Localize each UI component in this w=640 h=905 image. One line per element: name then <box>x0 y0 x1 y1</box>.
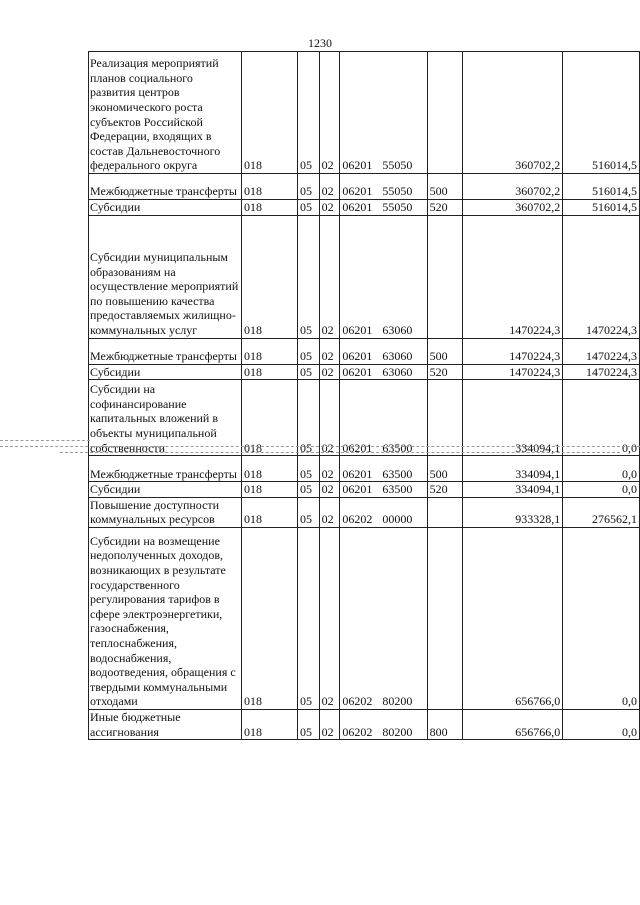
subsection-code: 02 <box>319 52 340 174</box>
ministry-code: 018 <box>241 200 297 216</box>
expense-type-code <box>427 527 462 709</box>
table-row <box>89 497 640 527</box>
program-code-part: 06201 <box>342 482 373 497</box>
amount-year-2: 0,0 <box>563 482 640 498</box>
program-code <box>340 527 427 709</box>
subsection-code: 02 <box>319 527 340 709</box>
section-code: 05 <box>297 380 319 456</box>
program-code <box>340 709 427 739</box>
direction-code-part: 80200 <box>382 724 413 739</box>
program-code-part: 06201 <box>342 200 373 214</box>
ministry-code: 018 <box>241 52 297 174</box>
ministry-code: 018 <box>241 709 297 739</box>
scan-artifact-line <box>0 446 640 448</box>
table-row <box>89 482 640 498</box>
direction-code-part: 63500 <box>382 466 413 481</box>
row-name: Субсидии на возмещение недополученных доходов, возникающих в результате государственного регулирования тарифов в сфере электроэнергетики, газоснабжения, теплоснабжения, водоснабжения, водоотведения, обращения с твердыми коммунальными отходами <box>89 527 242 709</box>
expense-type-code: 500 <box>427 338 462 364</box>
amount-year-1: 1470224,3 <box>462 364 562 380</box>
subsection-code: 02 <box>319 482 340 498</box>
program-code-part: 06201 <box>342 184 373 199</box>
ministry-code: 018 <box>241 497 297 527</box>
program-code-part: 06202 <box>342 694 373 709</box>
expense-type-code: 520 <box>427 364 462 380</box>
section-code: 05 <box>297 338 319 364</box>
row-name: Межбюджетные трансферты <box>89 338 242 364</box>
section-code: 05 <box>297 52 319 174</box>
row-name: Реализация мероприятий планов социального развития центров экономического роста субъектов Российской Федерации, входящих в состав Дальневосточного федерального округа <box>89 52 242 174</box>
amount-year-1: 334094,1 <box>462 482 562 498</box>
table-row <box>89 174 640 200</box>
amount-year-2: 0,0 <box>563 527 640 709</box>
program-code <box>340 174 427 200</box>
program-code <box>340 364 427 380</box>
program-code-part: 06202 <box>342 512 373 527</box>
section-code: 05 <box>297 456 319 482</box>
direction-code-part: 63060 <box>382 364 413 379</box>
section-code: 05 <box>297 364 319 380</box>
ministry-code: 018 <box>241 364 297 380</box>
subsection-code: 02 <box>319 380 340 456</box>
direction-code-part: 63500 <box>382 440 413 455</box>
direction-code-part: 63500 <box>382 482 413 497</box>
table-row <box>89 380 640 456</box>
program-code <box>340 497 427 527</box>
ministry-code: 018 <box>241 527 297 709</box>
row-name: Межбюджетные трансферты <box>89 456 242 482</box>
subsection-code: 02 <box>319 215 340 338</box>
row-name: Субсидии <box>89 200 242 216</box>
amount-year-2: 1470224,3 <box>563 364 640 380</box>
program-code <box>340 380 427 456</box>
row-name: Субсидии муниципальным образованиям на осуществление мероприятий по повышению качества предоставляемых жилищно-коммунальных услуг <box>89 215 242 338</box>
direction-code-part: 00000 <box>382 512 413 527</box>
row-name: Межбюджетные трансферты <box>89 174 242 200</box>
amount-year-2: 516014,5 <box>563 52 640 174</box>
direction-code-part: 80200 <box>382 694 413 709</box>
subsection-code: 02 <box>319 364 340 380</box>
table-row <box>89 338 640 364</box>
section-code: 05 <box>297 497 319 527</box>
amount-year-2: 0,0 <box>563 380 640 456</box>
expense-type-code: 520 <box>427 200 462 216</box>
amount-year-2: 1470224,3 <box>563 215 640 338</box>
ministry-code: 018 <box>241 456 297 482</box>
table-row <box>89 527 640 709</box>
amount-year-1: 334094,1 <box>462 456 562 482</box>
row-name: Повышение доступности коммунальных ресурсов <box>89 497 242 527</box>
program-code-part: 06201 <box>342 349 373 363</box>
row-name: Субсидии <box>89 364 242 380</box>
program-code <box>340 200 427 216</box>
scan-artifact-line <box>60 452 620 454</box>
direction-code-part: 55050 <box>382 158 413 173</box>
section-code: 05 <box>297 482 319 498</box>
amount-year-1: 360702,2 <box>462 200 562 216</box>
program-code-part: 06201 <box>342 323 373 337</box>
direction-code-part: 55050 <box>382 200 413 214</box>
amount-year-2: 516014,5 <box>563 174 640 200</box>
program-code <box>340 338 427 364</box>
program-code-part: 06202 <box>342 724 373 739</box>
program-code-part: 06201 <box>342 158 373 173</box>
subsection-code: 02 <box>319 200 340 216</box>
expense-type-code <box>427 380 462 456</box>
amount-year-2: 276562,1 <box>563 497 640 527</box>
amount-year-1: 656766,0 <box>462 527 562 709</box>
amount-year-1: 334094,1 <box>462 380 562 456</box>
table-row <box>89 364 640 380</box>
amount-year-2: 1470224,3 <box>563 338 640 364</box>
program-code-part: 06201 <box>342 440 373 455</box>
table-row <box>89 52 640 174</box>
table-row <box>89 709 640 739</box>
ministry-code: 018 <box>241 215 297 338</box>
subsection-code: 02 <box>319 709 340 739</box>
page-number: 1230 <box>308 36 332 50</box>
subsection-code: 02 <box>319 456 340 482</box>
amount-year-2: 516014,5 <box>563 200 640 216</box>
amount-year-2: 0,0 <box>563 456 640 482</box>
table-row <box>89 215 640 338</box>
ministry-code: 018 <box>241 174 297 200</box>
section-code: 05 <box>297 709 319 739</box>
scan-artifact-line <box>0 440 90 442</box>
program-code-part: 06201 <box>342 364 373 379</box>
direction-code-part: 55050 <box>382 184 413 199</box>
ministry-code: 018 <box>241 338 297 364</box>
expense-type-code <box>427 52 462 174</box>
amount-year-1: 360702,2 <box>462 52 562 174</box>
subsection-code: 02 <box>319 338 340 364</box>
section-code: 05 <box>297 200 319 216</box>
amount-year-2: 0,0 <box>563 709 640 739</box>
program-code <box>340 456 427 482</box>
section-code: 05 <box>297 527 319 709</box>
budget-table <box>88 51 640 740</box>
expense-type-code: 800 <box>427 709 462 739</box>
direction-code-part: 63060 <box>382 323 413 337</box>
row-name: Иные бюджетные ассигнования <box>89 709 242 739</box>
section-code: 05 <box>297 215 319 338</box>
direction-code-part: 63060 <box>382 349 413 363</box>
table-row <box>89 200 640 216</box>
ministry-code: 018 <box>241 482 297 498</box>
expense-type-code: 500 <box>427 174 462 200</box>
amount-year-1: 1470224,3 <box>462 215 562 338</box>
expense-type-code <box>427 215 462 338</box>
subsection-code: 02 <box>319 497 340 527</box>
amount-year-1: 1470224,3 <box>462 338 562 364</box>
program-code <box>340 52 427 174</box>
section-code: 05 <box>297 174 319 200</box>
amount-year-1: 656766,0 <box>462 709 562 739</box>
ministry-code: 018 <box>241 380 297 456</box>
amount-year-1: 933328,1 <box>462 497 562 527</box>
row-name: Субсидии <box>89 482 242 498</box>
expense-type-code: 520 <box>427 482 462 498</box>
program-code-part: 06201 <box>342 466 373 481</box>
amount-year-1: 360702,2 <box>462 174 562 200</box>
row-name: Субсидии на софинансирование капитальных вложений в объекты муниципальной собственности <box>89 380 242 456</box>
subsection-code: 02 <box>319 174 340 200</box>
expense-type-code <box>427 497 462 527</box>
table-row <box>89 456 640 482</box>
expense-type-code: 500 <box>427 456 462 482</box>
program-code <box>340 215 427 338</box>
program-code <box>340 482 427 498</box>
